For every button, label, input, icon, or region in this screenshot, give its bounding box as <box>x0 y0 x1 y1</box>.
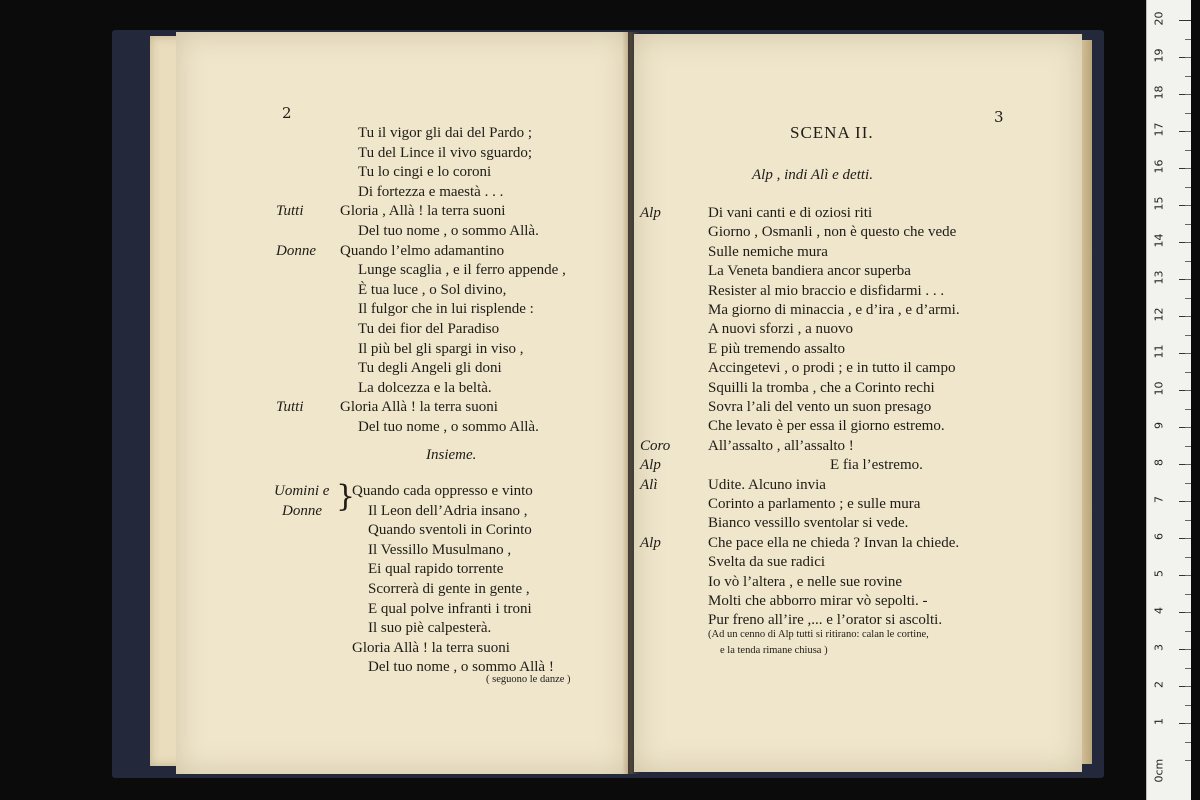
stage-direction: (Ad un cenno di Alp tutti si ritirano: calan le cortine, <box>708 629 929 640</box>
speaker-label: Uomini e <box>274 483 330 499</box>
ruler-minor-tick <box>1185 520 1191 521</box>
ruler-number: 18 <box>1152 85 1166 100</box>
verse-line: E qual polve infranti i troni <box>368 600 532 617</box>
ruler-minor-tick <box>1185 594 1191 595</box>
ruler-minor-tick <box>1185 279 1191 280</box>
left-page <box>176 32 628 774</box>
verse-line: Tu degli Angeli gli doni <box>358 360 502 377</box>
ruler-minor-tick <box>1185 168 1191 169</box>
ruler-minor-tick <box>1185 150 1191 151</box>
ruler-number: 8 <box>1152 459 1166 466</box>
ruler-number: 12 <box>1152 307 1166 322</box>
verse-line: Del tuo nome , o sommo Allà. <box>358 223 539 239</box>
speaker-label: Alp <box>640 205 661 221</box>
ruler-minor-tick <box>1185 686 1191 687</box>
ruler-number: 6 <box>1152 533 1166 540</box>
verse-line: È tua luce , o Sol divino, <box>358 281 507 298</box>
verse-line: Il fulgor che in lui risplende : <box>358 301 534 318</box>
ruler-number: 2 <box>1152 681 1166 688</box>
verse-line: Ei qual rapido torrente <box>368 561 504 578</box>
ruler-minor-tick <box>1185 557 1191 558</box>
ruler-minor-tick <box>1185 113 1191 114</box>
verse-line: E fia l’estremo. <box>830 457 923 474</box>
verse-line: Tu lo cingi e lo coroni <box>358 164 492 181</box>
verse-line: Il più bel gli spargi in viso , <box>358 340 524 357</box>
verse-line: Sulle nemiche mura <box>708 243 828 260</box>
section-heading: Insieme. <box>426 447 477 463</box>
ruler-minor-tick <box>1185 723 1191 724</box>
verse-line: Lunge scaglia , e il ferro appende , <box>358 262 566 279</box>
scene-title: SCENA II. <box>790 123 874 142</box>
verse-line: Il Vessillo Musulmano , <box>368 541 512 558</box>
ruler-number: 19 <box>1152 48 1166 63</box>
speaker-label: Alì <box>640 476 658 493</box>
verse-line: Pur freno all’ire ,... e l’orator si ascolti. <box>708 612 943 629</box>
verse-line: Tu dei fior del Paradiso <box>358 321 500 337</box>
ruler-minor-tick <box>1185 224 1191 225</box>
ruler-minor-tick <box>1185 501 1191 502</box>
page-number-right: 3 <box>994 108 1004 126</box>
ruler-minor-tick <box>1185 187 1191 188</box>
verse-line: Del tuo nome , o sommo Allà ! <box>368 659 554 676</box>
verse-line: Ma giorno di minaccia , e d’ira , e d’armi. <box>708 302 960 318</box>
verse-line: Quando l’elmo adamantino <box>340 242 505 259</box>
verse-line: Io vò l’altera , e nelle sue rovine <box>708 573 903 590</box>
measurement-ruler <box>1146 0 1191 800</box>
scene-subtitle: Alp , indi Alì e detti. <box>752 167 873 183</box>
verse-line: Di vani canti e di oziosi riti <box>708 205 873 221</box>
ruler-number: 4 <box>1152 607 1166 614</box>
ruler-tick <box>1179 20 1191 21</box>
ruler-number: 10 <box>1152 381 1166 396</box>
ruler-number: 3 <box>1152 644 1166 651</box>
speaker-label: Coro <box>640 437 671 454</box>
ruler-minor-tick <box>1185 57 1191 58</box>
ruler-number: 14 <box>1152 233 1166 248</box>
verse-line: Tu del Lince il vivo sguardo; <box>358 144 533 161</box>
ruler-minor-tick <box>1185 446 1191 447</box>
verse-line: Bianco vessillo sventolar si vede. <box>708 515 909 532</box>
ruler-minor-tick <box>1185 742 1191 743</box>
ruler-minor-tick <box>1185 575 1191 576</box>
ruler-number: 5 <box>1152 570 1166 577</box>
page-number-left: 2 <box>282 104 292 122</box>
ruler-minor-tick <box>1185 372 1191 373</box>
speaker-label: Donne <box>276 242 316 259</box>
ruler-minor-tick <box>1185 353 1191 354</box>
ruler-minor-tick <box>1185 483 1191 484</box>
verse-line: Accingetevi , o prodi ; e in tutto il campo <box>708 360 956 377</box>
speaker-label: Alp <box>640 457 661 474</box>
verse-line: Gloria , Allà ! la terra suoni <box>340 203 506 220</box>
verse-line: E più tremendo assalto <box>708 340 846 357</box>
verse-line: Sovra l’ali del vento un suon presago <box>708 399 932 415</box>
verse-line: Gloria Allà ! la terra suoni <box>340 399 498 416</box>
ruler-minor-tick <box>1185 242 1191 243</box>
ruler-number: 20 <box>1152 11 1166 26</box>
ruler-number: 1 <box>1152 718 1166 725</box>
verse-line: Scorrerà di gente in gente , <box>368 581 530 597</box>
right-page <box>634 34 1082 772</box>
verse-line: Giorno , Osmanli , non è questo che vede <box>708 224 957 241</box>
ruler-minor-tick <box>1185 335 1191 336</box>
verse-line: Che levato è per essa il giorno estremo. <box>708 418 945 435</box>
verse-line: Del tuo nome , o sommo Allà. <box>358 419 539 435</box>
ruler-number: 15 <box>1152 196 1166 211</box>
ruler-minor-tick <box>1185 538 1191 539</box>
ruler-minor-tick <box>1185 612 1191 613</box>
verse-line: Quando sventoli in Corinto <box>368 522 532 539</box>
ruler-minor-tick <box>1185 131 1191 132</box>
ruler-minor-tick <box>1185 464 1191 465</box>
ruler-minor-tick <box>1185 261 1191 262</box>
ruler-number: 9 <box>1152 422 1166 429</box>
ruler-number: 13 <box>1152 270 1166 285</box>
verse-line: Corinto a parlamento ; e sulle mura <box>708 496 921 512</box>
verse-line: Svelta da sue radici <box>708 554 826 571</box>
ruler-minor-tick <box>1185 760 1191 761</box>
ruler-number: 11 <box>1152 344 1166 359</box>
verse-line: Gloria Allà ! la terra suoni <box>352 639 510 656</box>
stage-direction: e la tenda rimane chiusa ) <box>720 645 828 656</box>
ruler-minor-tick <box>1185 390 1191 391</box>
verse-line: Squilli la tromba , che a Corinto rechi <box>708 379 935 396</box>
verse-line: La dolcezza e la beltà. <box>358 379 492 396</box>
ruler-minor-tick <box>1185 298 1191 299</box>
verse-line: Molti che abborro mirar vò sepolti. - <box>708 593 928 609</box>
verse-line: Che pace ella ne chieda ? Invan la chiede. <box>708 534 960 551</box>
ruler-minor-tick <box>1185 409 1191 410</box>
ruler-minor-tick <box>1185 668 1191 669</box>
ruler-minor-tick <box>1185 316 1191 317</box>
verse-line: La Veneta bandiera ancor superba <box>708 263 911 280</box>
ruler-minor-tick <box>1185 39 1191 40</box>
speaker-label: Tutti <box>276 399 304 416</box>
speaker-label: Alp <box>640 534 661 551</box>
verse-line: All’assalto , all’assalto ! <box>708 437 854 454</box>
verse-line: Udite. Alcuno invia <box>708 476 826 493</box>
ruler-minor-tick <box>1185 705 1191 706</box>
ruler-minor-tick <box>1185 427 1191 428</box>
ruler-number: 7 <box>1152 496 1166 503</box>
ruler-minor-tick <box>1185 94 1191 95</box>
stage-direction: ( seguono le danze ) <box>486 674 571 685</box>
speaker-label: Donne <box>282 503 322 519</box>
speaker-label: Tutti <box>276 203 304 220</box>
verse-line: Quando cada oppresso e vinto <box>352 483 533 499</box>
verse-line: Resister al mio braccio e disfidarmi . . . <box>708 282 945 299</box>
ruler-minor-tick <box>1185 205 1191 206</box>
verse-line: Di fortezza e maestà . . . <box>358 183 504 200</box>
ruler-unit-label: 0cm <box>1152 758 1166 783</box>
ruler-number: 17 <box>1152 122 1166 137</box>
verse-line: A nuovi sforzi , a nuovo <box>708 321 853 338</box>
verse-line: Il suo piè calpesterà. <box>368 620 492 637</box>
ruler-minor-tick <box>1185 76 1191 77</box>
ruler-minor-tick <box>1185 631 1191 632</box>
ruler-number: 16 <box>1152 159 1166 174</box>
verse-line: Tu il vigor gli dai del Pardo ; <box>358 125 533 141</box>
verse-line: Il Leon dell’Adria insano , <box>368 502 528 519</box>
ruler-minor-tick <box>1185 649 1191 650</box>
brace: } <box>336 479 356 514</box>
